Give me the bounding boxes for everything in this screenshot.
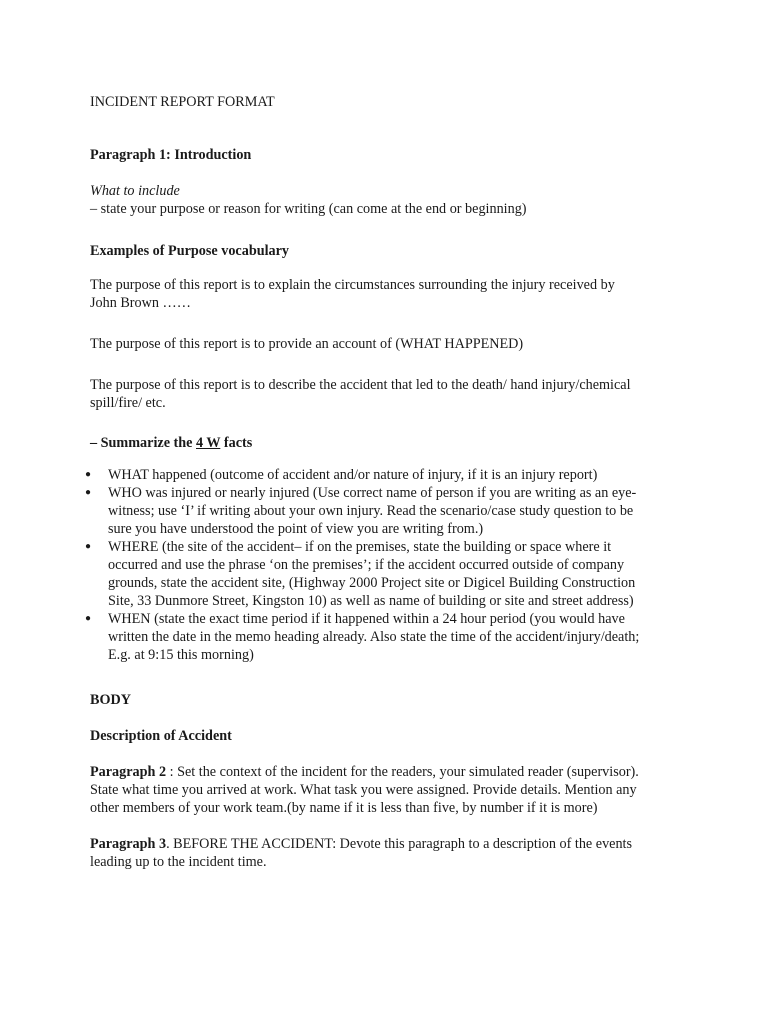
- document-title: INCIDENT REPORT FORMAT: [90, 94, 275, 110]
- bullet-icon: ●: [85, 613, 92, 624]
- paragraph-2-label: Paragraph 2: [90, 764, 167, 780]
- fact-line: sure you have understood the point of view you are writing from.): [108, 521, 484, 537]
- bullet-icon: ●: [85, 541, 92, 552]
- summarize-prefix: – Summarize the: [90, 435, 196, 451]
- state-purpose-text: – state your purpose or reason for writing (can come at the end or beginning): [90, 201, 527, 217]
- example-1-line-1: The purpose of this report is to explain the circumstances surrounding the injury received by: [90, 277, 615, 293]
- example-1: [90, 276, 690, 312]
- example-1-line-2: John Brown ……: [90, 295, 191, 311]
- examples-heading: Examples of Purpose vocabulary: [90, 243, 290, 259]
- body-heading: BODY: [90, 692, 131, 708]
- paragraph-2-line-2: State what time you arrived at work. What task you were assigned. Provide details. Mention any: [90, 782, 637, 798]
- paragraph-3-line-2: leading up to the incident time.: [90, 854, 267, 870]
- fact-line: WHERE (the site of the accident– if on the premises, state the building or space where it: [108, 539, 612, 555]
- fact-line: WHAT happened (outcome of accident and/or nature of injury, if it is an injury report): [108, 467, 598, 483]
- summarize-suffix: facts: [220, 435, 253, 451]
- paragraph-3-line-1: [90, 835, 690, 853]
- fact-line: witness; use ‘I’ if writing about your own injury. Read the scenario/case study question to be: [108, 503, 634, 519]
- fact-item: [85, 538, 690, 610]
- fact-item: [85, 484, 690, 538]
- facts-list: [85, 466, 690, 664]
- summarize-4w: 4 W: [196, 435, 221, 451]
- bullet-icon: ●: [85, 469, 92, 480]
- fact-line: grounds, state the accident site, (Highway 2000 Project site or Digicel Building Construction: [108, 575, 636, 591]
- fact-line: Site, 33 Dunmore Street, Kingston 10) as well as name of building or site and street address): [108, 593, 634, 609]
- fact-line: written the date in the memo heading already. Also state the time of the accident/injury/death;: [108, 629, 640, 645]
- paragraph-3: [90, 835, 690, 871]
- fact-line: occurred and use the phrase ‘on the premises’; if the accident occurred outside of company: [108, 557, 625, 573]
- paragraph-2-text-1: : Set the context of the incident for the readers, your simulated reader (supervisor).: [166, 764, 639, 780]
- fact-line: WHEN (state the exact time period if it happened within a 24 hour period (you would have: [108, 611, 625, 627]
- paragraph-3-label: Paragraph 3: [90, 836, 167, 852]
- paragraph-2: [90, 763, 690, 817]
- paragraph-3-text-1: . BEFORE THE ACCIDENT: Devote this paragraph to a description of the events: [166, 836, 633, 852]
- what-to-include-label: What to include: [90, 183, 180, 199]
- bullet-icon: ●: [85, 487, 92, 498]
- paragraph1-heading: Paragraph 1: Introduction: [90, 147, 252, 163]
- example-3-line-1: The purpose of this report is to describe the accident that led to the death/ hand injury/chemical: [90, 377, 631, 393]
- example-3-line-2: spill/fire/ etc.: [90, 395, 166, 411]
- fact-line: E.g. at 9:15 this morning): [108, 647, 254, 663]
- summarize-heading: [90, 434, 690, 452]
- example-2: The purpose of this report is to provide an account of (WHAT HAPPENED): [90, 336, 524, 352]
- example-3: [90, 376, 690, 412]
- fact-line: WHO was injured or nearly injured (Use correct name of person if you are writing as an eye-: [108, 485, 637, 501]
- description-heading: Description of Accident: [90, 728, 232, 744]
- fact-item: [85, 610, 690, 664]
- paragraph-2-line-1: [90, 763, 690, 781]
- fact-item: [85, 466, 690, 484]
- document-page: [85, 93, 690, 894]
- paragraph-2-line-3: other members of your work team.(by name if it is less than five, by number if it is more): [90, 800, 598, 816]
